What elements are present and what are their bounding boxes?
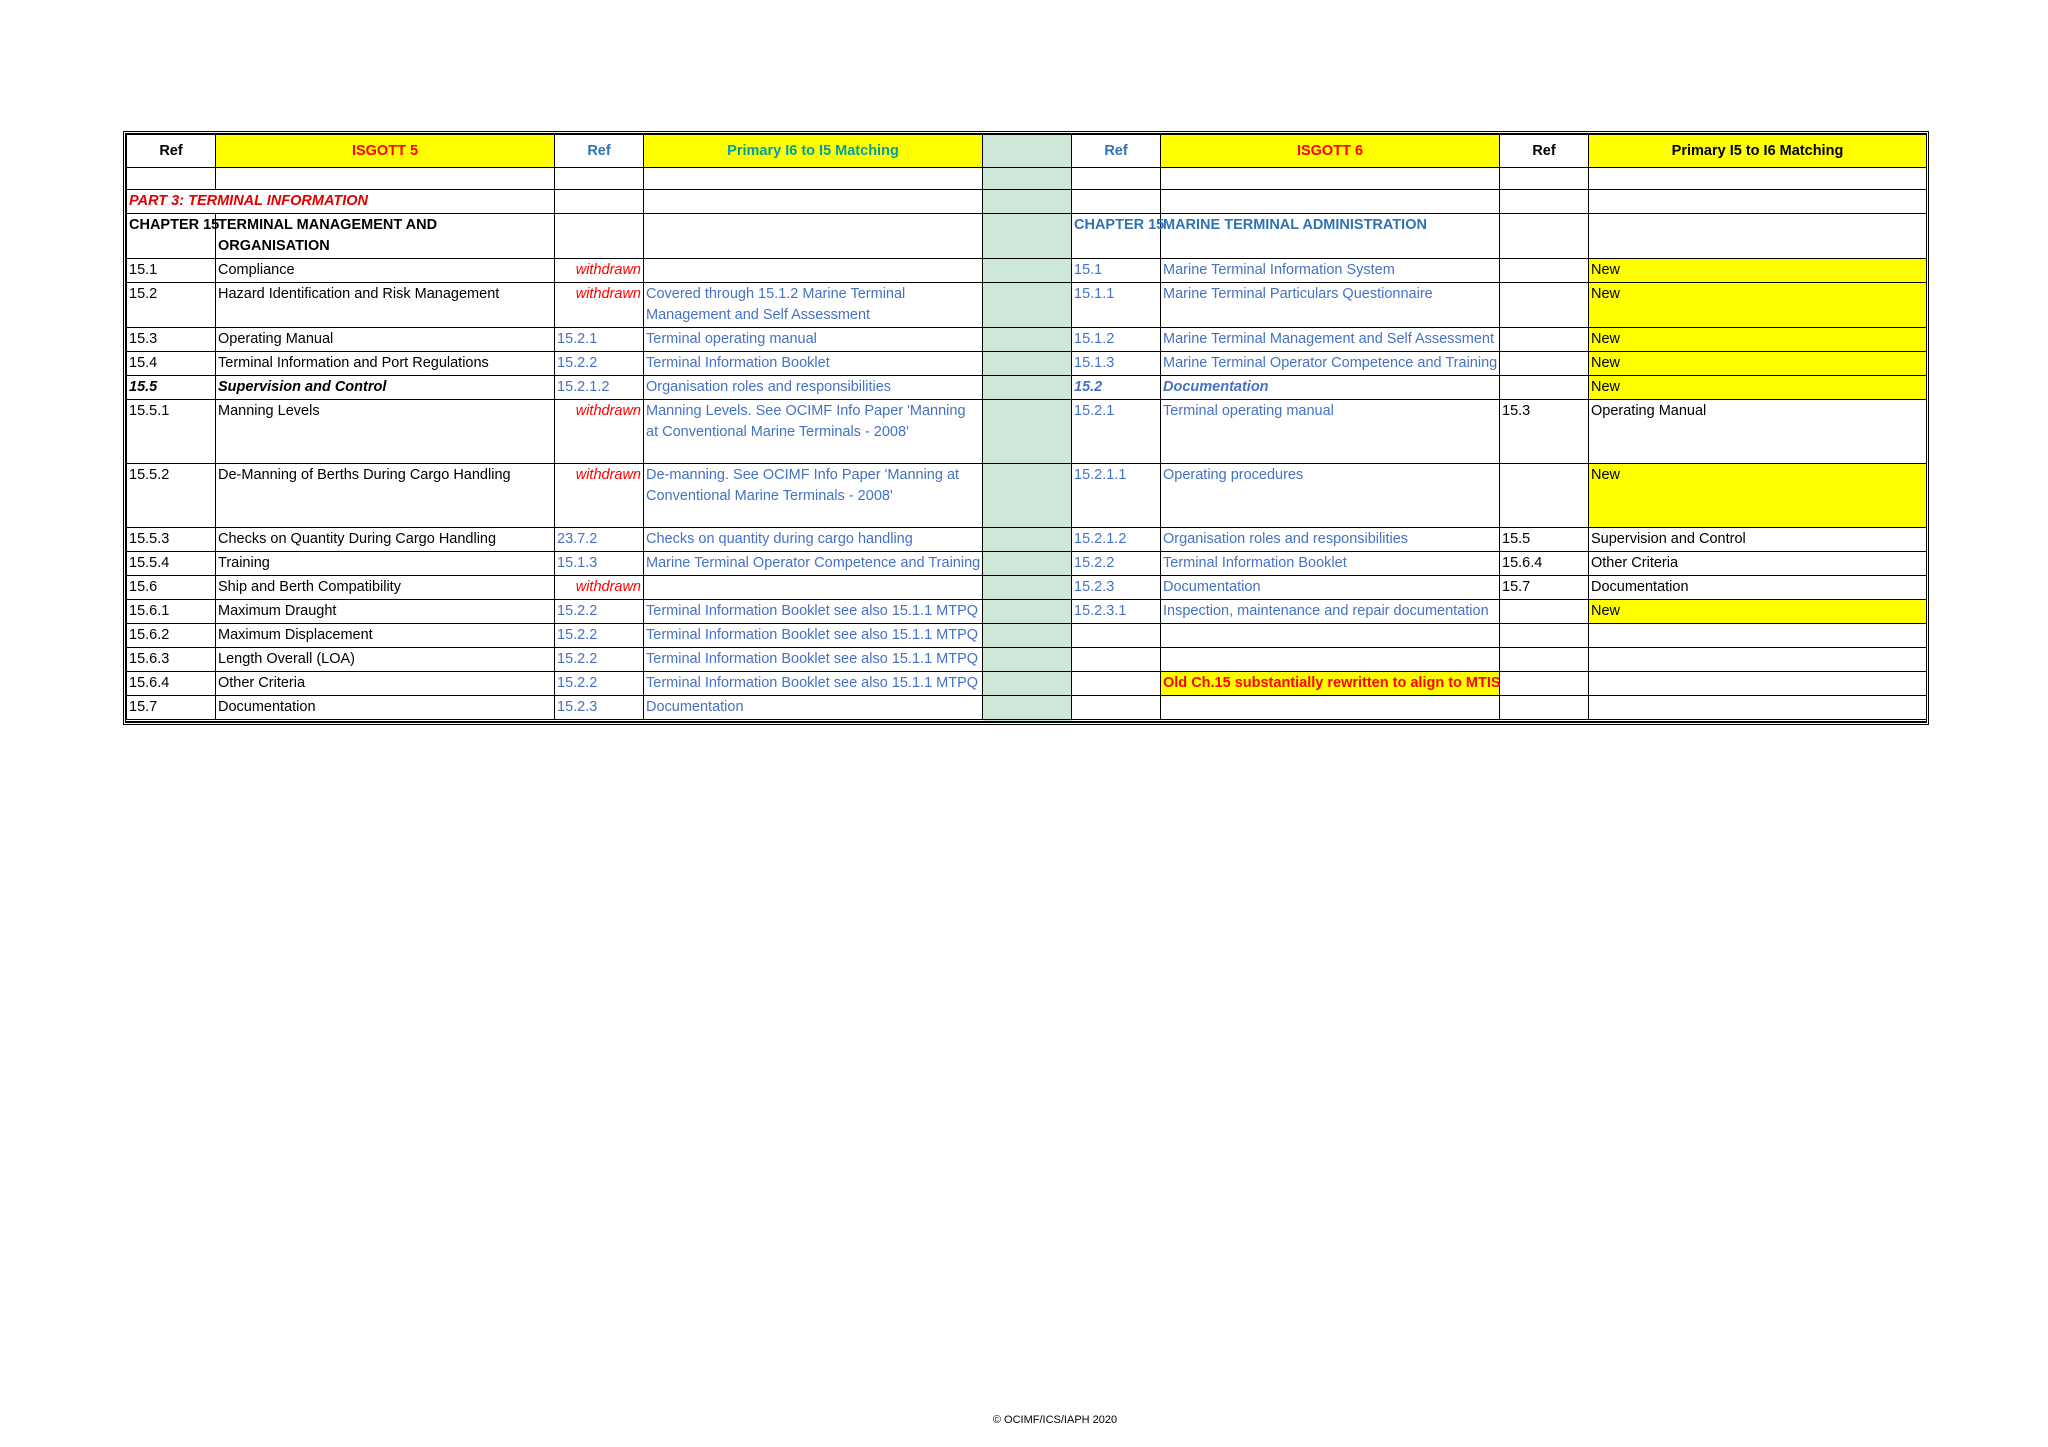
i6-ref-right-cell: 15.2.3.1 bbox=[1072, 600, 1161, 624]
i6-ref-cell: 15.2.2 bbox=[555, 352, 644, 376]
i5-match-cell: Documentation bbox=[1589, 576, 1927, 600]
i6-ref-right-cell bbox=[1072, 648, 1161, 672]
i6-ref-right-cell: 15.2.1 bbox=[1072, 400, 1161, 464]
copyright-footer: © OCIMF/ICS/IAPH 2020 bbox=[992, 1414, 1118, 1426]
i6-ref-cell: withdrawn bbox=[555, 283, 644, 328]
i5-ref-cell: 15.6.4 bbox=[1500, 552, 1589, 576]
ref-cell: 15.5.1 bbox=[127, 400, 216, 464]
ref-cell: 15.5.3 bbox=[127, 528, 216, 552]
chapter-left-title: TERMINAL MANAGEMENT AND ORGANISATION bbox=[216, 214, 555, 259]
table-row bbox=[127, 672, 1927, 696]
i5-ref-cell bbox=[1500, 352, 1589, 376]
ref-cell: 15.5.2 bbox=[127, 464, 216, 528]
i6-match-cell bbox=[644, 259, 983, 283]
i6-title-cell: Documentation bbox=[1161, 376, 1500, 400]
chapter-right-ref: CHAPTER 15 bbox=[1072, 214, 1161, 259]
header-ref-mid: Ref bbox=[555, 135, 644, 168]
i5-ref-cell bbox=[1500, 464, 1589, 528]
table-row bbox=[127, 283, 1927, 328]
i6-match-cell bbox=[644, 576, 983, 600]
i5-ref-cell: 15.7 bbox=[1500, 576, 1589, 600]
table-row bbox=[127, 648, 1927, 672]
comparison-table bbox=[123, 131, 1929, 725]
header-primary-i6-i5: Primary I6 to I5 Matching bbox=[644, 135, 983, 168]
chapter-left-ref: CHAPTER 15 bbox=[127, 214, 216, 259]
ref-cell: 15.6.1 bbox=[127, 600, 216, 624]
header-primary-i5-i6: Primary I5 to I6 Matching bbox=[1589, 135, 1927, 168]
i6-ref-cell: withdrawn bbox=[555, 400, 644, 464]
i5-match-cell: New bbox=[1589, 328, 1927, 352]
title-cell: Maximum Draught bbox=[216, 600, 555, 624]
table-row bbox=[127, 352, 1927, 376]
i6-match-cell: Terminal operating manual bbox=[644, 328, 983, 352]
i6-title-cell: Marine Terminal Particulars Questionnaire bbox=[1161, 283, 1500, 328]
table-row bbox=[127, 328, 1927, 352]
i5-match-cell: Other Criteria bbox=[1589, 552, 1927, 576]
i6-ref-right-cell: 15.2.1.2 bbox=[1072, 528, 1161, 552]
table-row bbox=[127, 376, 1927, 400]
i6-ref-right-cell: 15.1 bbox=[1072, 259, 1161, 283]
title-cell: Compliance bbox=[216, 259, 555, 283]
title-cell: Operating Manual bbox=[216, 328, 555, 352]
i6-ref-cell: 15.2.2 bbox=[555, 672, 644, 696]
i6-title-cell: Marine Terminal Operator Competence and Training bbox=[1161, 352, 1500, 376]
i6-ref-right-cell: 15.2.1.1 bbox=[1072, 464, 1161, 528]
i5-match-cell bbox=[1589, 624, 1927, 648]
i6-title-cell: Terminal Information Booklet bbox=[1161, 552, 1500, 576]
i6-match-cell: Terminal Information Booklet bbox=[644, 352, 983, 376]
i5-match-cell bbox=[1589, 696, 1927, 721]
i5-ref-cell bbox=[1500, 696, 1589, 721]
chapter-right-title: MARINE TERMINAL ADMINISTRATION bbox=[1161, 214, 1500, 259]
title-cell: Terminal Information and Port Regulations bbox=[216, 352, 555, 376]
i6-match-cell: Organisation roles and responsibilities bbox=[644, 376, 983, 400]
i5-match-cell: New bbox=[1589, 376, 1927, 400]
i6-match-cell: Marine Terminal Operator Competence and Training bbox=[644, 552, 983, 576]
i6-match-cell: Terminal Information Booklet see also 15.1.1 MTPQ bbox=[644, 624, 983, 648]
header-row bbox=[127, 135, 1927, 168]
title-cell: Supervision and Control bbox=[216, 376, 555, 400]
i6-ref-right-cell: 15.1.1 bbox=[1072, 283, 1161, 328]
table-row bbox=[127, 696, 1927, 721]
i6-match-cell: Covered through 15.1.2 Marine Terminal Management and Self Assessment bbox=[644, 283, 983, 328]
i5-ref-cell bbox=[1500, 648, 1589, 672]
title-cell: Checks on Quantity During Cargo Handling bbox=[216, 528, 555, 552]
table-row bbox=[127, 552, 1927, 576]
i6-ref-cell: 15.1.3 bbox=[555, 552, 644, 576]
ref-cell: 15.6.4 bbox=[127, 672, 216, 696]
title-cell: Other Criteria bbox=[216, 672, 555, 696]
i5-match-cell: New bbox=[1589, 600, 1927, 624]
i5-match-cell: New bbox=[1589, 464, 1927, 528]
i6-ref-cell: withdrawn bbox=[555, 576, 644, 600]
table-row bbox=[127, 624, 1927, 648]
i6-match-cell: Terminal Information Booklet see also 15.1.1 MTPQ bbox=[644, 672, 983, 696]
i5-ref-cell bbox=[1500, 376, 1589, 400]
i5-ref-cell bbox=[1500, 600, 1589, 624]
title-cell: Training bbox=[216, 552, 555, 576]
ref-cell: 15.3 bbox=[127, 328, 216, 352]
table-row bbox=[127, 400, 1927, 464]
ref-cell: 15.5.4 bbox=[127, 552, 216, 576]
header-ref-left: Ref bbox=[127, 135, 216, 168]
ref-cell: 15.5 bbox=[127, 376, 216, 400]
title-cell: Documentation bbox=[216, 696, 555, 721]
title-cell: Manning Levels bbox=[216, 400, 555, 464]
table-row bbox=[127, 528, 1927, 552]
i5-ref-cell: 15.3 bbox=[1500, 400, 1589, 464]
i5-ref-cell bbox=[1500, 283, 1589, 328]
i6-title-cell: Organisation roles and responsibilities bbox=[1161, 528, 1500, 552]
i6-title-cell bbox=[1161, 624, 1500, 648]
ref-cell: 15.6.3 bbox=[127, 648, 216, 672]
ref-cell: 15.7 bbox=[127, 696, 216, 721]
i6-ref-cell: 15.2.2 bbox=[555, 624, 644, 648]
table-row bbox=[127, 259, 1927, 283]
i6-ref-cell: 15.2.3 bbox=[555, 696, 644, 721]
chapter-row bbox=[127, 214, 1927, 259]
i5-match-cell: Operating Manual bbox=[1589, 400, 1927, 464]
ref-cell: 15.4 bbox=[127, 352, 216, 376]
part-title: PART 3: TERMINAL INFORMATION bbox=[127, 190, 555, 214]
i5-ref-cell: 15.5 bbox=[1500, 528, 1589, 552]
i6-title-cell: Documentation bbox=[1161, 576, 1500, 600]
i6-match-cell: Manning Levels. See OCIMF Info Paper 'Manning at Conventional Marine Terminals - 2008' bbox=[644, 400, 983, 464]
i6-ref-cell: 23.7.2 bbox=[555, 528, 644, 552]
i6-ref-cell: 15.2.2 bbox=[555, 648, 644, 672]
i5-match-cell: New bbox=[1589, 259, 1927, 283]
i6-match-cell: Checks on quantity during cargo handling bbox=[644, 528, 983, 552]
i6-match-cell: Documentation bbox=[644, 696, 983, 721]
header-isgott6: ISGOTT 6 bbox=[1161, 135, 1500, 168]
ref-cell: 15.6.2 bbox=[127, 624, 216, 648]
i6-title-cell: Inspection, maintenance and repair documentation bbox=[1161, 600, 1500, 624]
i6-title-cell bbox=[1161, 648, 1500, 672]
title-cell: Length Overall (LOA) bbox=[216, 648, 555, 672]
i6-ref-cell: 15.2.2 bbox=[555, 600, 644, 624]
header-isgott5: ISGOTT 5 bbox=[216, 135, 555, 168]
i5-match-cell: New bbox=[1589, 283, 1927, 328]
i6-title-cell: Marine Terminal Management and Self Assessment bbox=[1161, 328, 1500, 352]
i6-ref-right-cell bbox=[1072, 672, 1161, 696]
i5-ref-cell bbox=[1500, 672, 1589, 696]
ref-cell: 15.6 bbox=[127, 576, 216, 600]
header-ref-far: Ref bbox=[1500, 135, 1589, 168]
i6-ref-right-cell: 15.1.3 bbox=[1072, 352, 1161, 376]
i6-ref-right-cell: 15.1.2 bbox=[1072, 328, 1161, 352]
i6-match-cell: De-manning. See OCIMF Info Paper 'Manning at Conventional Marine Terminals - 2008' bbox=[644, 464, 983, 528]
i6-title-cell: Terminal operating manual bbox=[1161, 400, 1500, 464]
i5-match-cell bbox=[1589, 672, 1927, 696]
i5-ref-cell bbox=[1500, 259, 1589, 283]
i5-match-cell bbox=[1589, 648, 1927, 672]
i6-ref-right-cell: 15.2.3 bbox=[1072, 576, 1161, 600]
i6-ref-cell: withdrawn bbox=[555, 259, 644, 283]
ref-cell: 15.2 bbox=[127, 283, 216, 328]
i6-title-cell: Operating procedures bbox=[1161, 464, 1500, 528]
rewrite-note: Old Ch.15 substantially rewritten to align to MTIS bbox=[1161, 672, 1500, 696]
i6-ref-cell: 15.2.1 bbox=[555, 328, 644, 352]
ref-cell: 15.1 bbox=[127, 259, 216, 283]
i6-ref-right-cell: 15.2.2 bbox=[1072, 552, 1161, 576]
title-cell: Ship and Berth Compatibility bbox=[216, 576, 555, 600]
i6-ref-cell: withdrawn bbox=[555, 464, 644, 528]
title-cell: Hazard Identification and Risk Management bbox=[216, 283, 555, 328]
table-row bbox=[127, 464, 1927, 528]
i6-ref-right-cell bbox=[1072, 696, 1161, 721]
i6-match-cell: Terminal Information Booklet see also 15.1.1 MTPQ bbox=[644, 600, 983, 624]
i5-match-cell: New bbox=[1589, 352, 1927, 376]
i6-ref-right-cell: 15.2 bbox=[1072, 376, 1161, 400]
title-cell: De-Manning of Berths During Cargo Handling bbox=[216, 464, 555, 528]
part-row bbox=[127, 190, 1927, 214]
i5-ref-cell bbox=[1500, 328, 1589, 352]
i6-match-cell: Terminal Information Booklet see also 15.1.1 MTPQ bbox=[644, 648, 983, 672]
table-row bbox=[127, 600, 1927, 624]
table-row bbox=[127, 576, 1927, 600]
header-ref-right: Ref bbox=[1072, 135, 1161, 168]
i6-title-cell: Marine Terminal Information System bbox=[1161, 259, 1500, 283]
title-cell: Maximum Displacement bbox=[216, 624, 555, 648]
separator-column bbox=[983, 135, 1072, 168]
i5-ref-cell bbox=[1500, 624, 1589, 648]
i6-title-cell bbox=[1161, 696, 1500, 721]
i5-match-cell: Supervision and Control bbox=[1589, 528, 1927, 552]
i6-ref-right-cell bbox=[1072, 624, 1161, 648]
isgott-mapping-table bbox=[126, 134, 1927, 722]
i6-ref-cell: 15.2.1.2 bbox=[555, 376, 644, 400]
blank-row bbox=[127, 168, 1927, 190]
